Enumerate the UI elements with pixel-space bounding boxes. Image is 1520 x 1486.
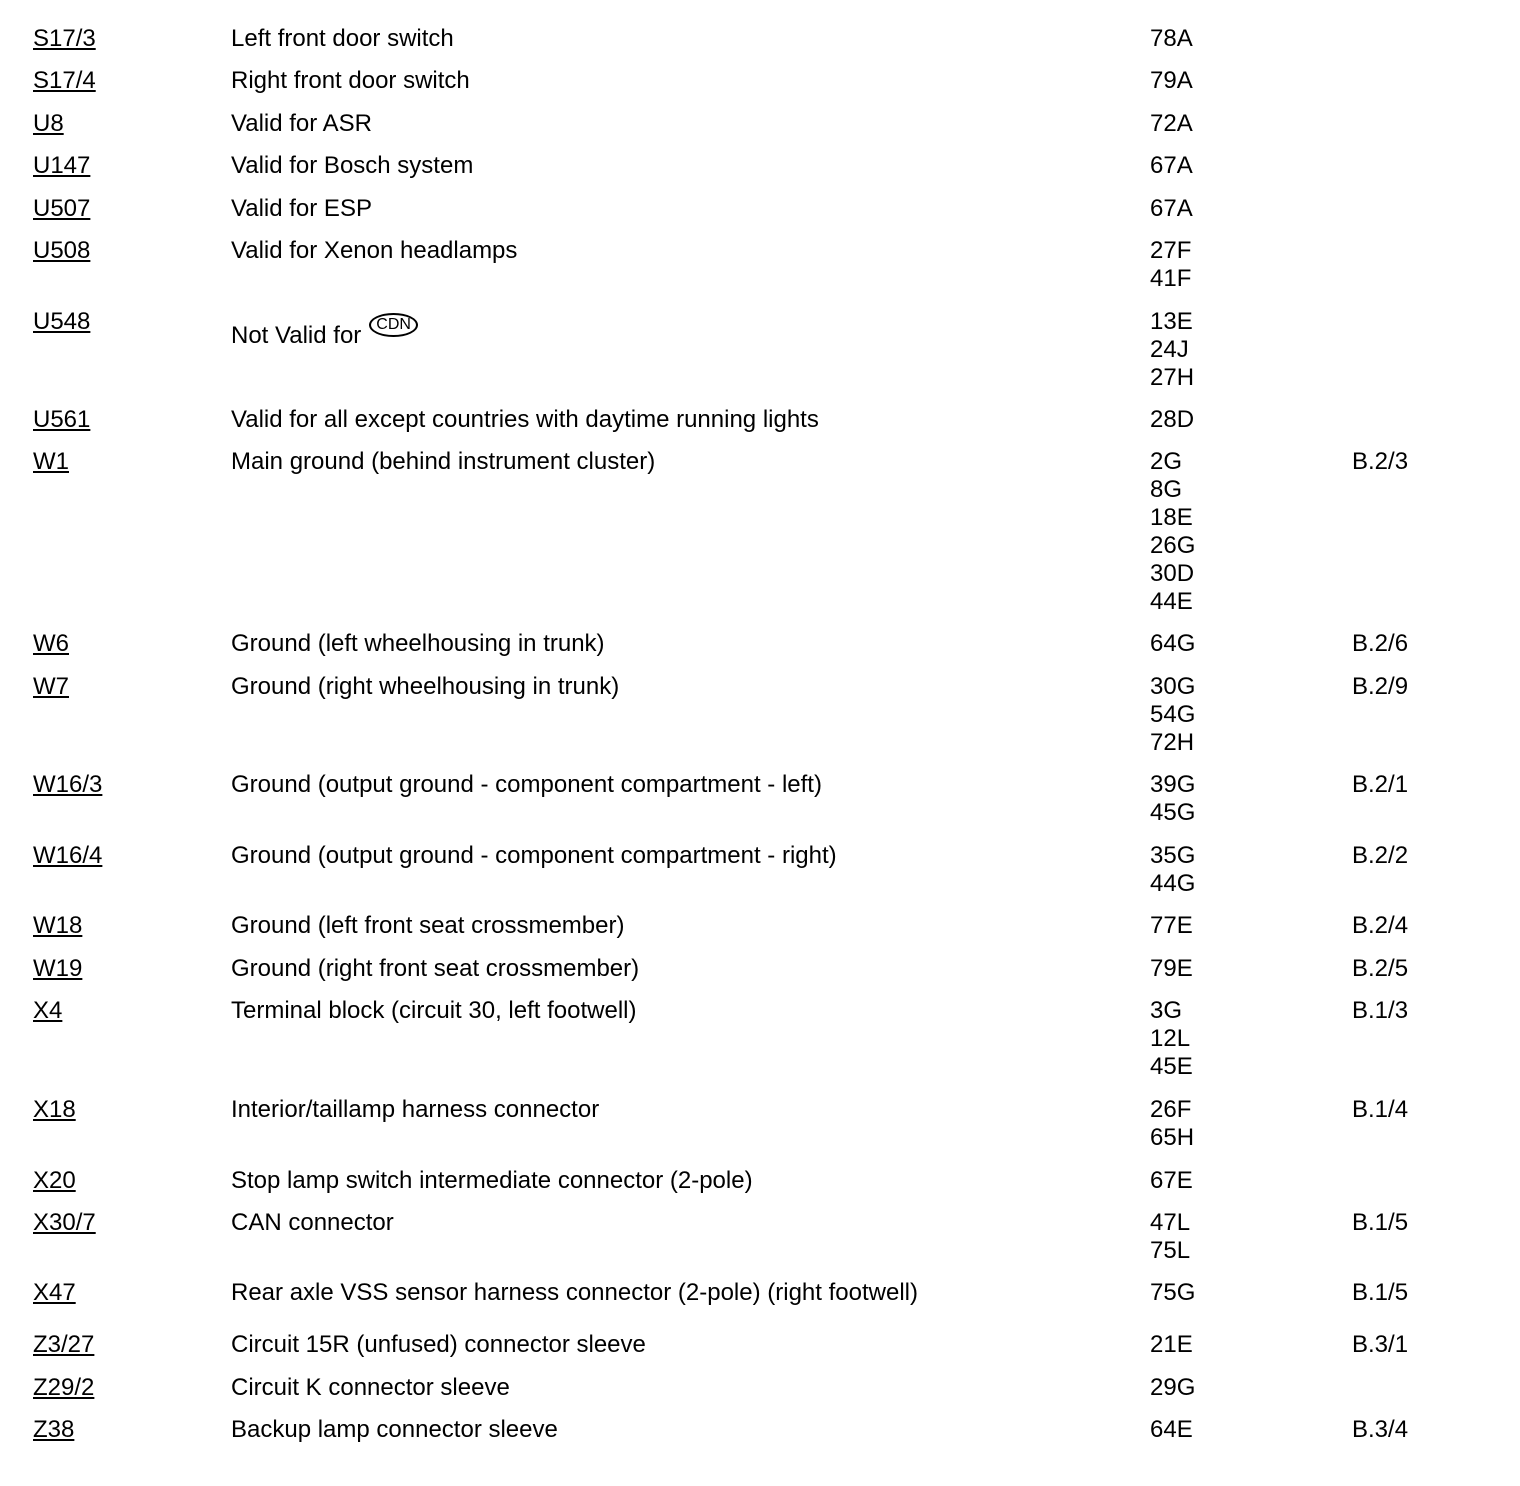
component-code-link[interactable]: X47	[33, 1279, 76, 1306]
component-code-link[interactable]: U548	[33, 308, 91, 335]
component-description	[231, 110, 372, 138]
description-text: Circuit K connector sleeve	[231, 1374, 510, 1401]
grid-location: 64E	[1150, 1416, 1193, 1443]
grid-location-list	[1150, 997, 1193, 1081]
grid-location: 67E	[1150, 1167, 1193, 1194]
grid-location: 45E	[1150, 1053, 1193, 1080]
description-text: Ground (left front seat crossmember)	[231, 912, 625, 939]
component-code-link[interactable]: W6	[33, 630, 69, 657]
grid-location: 30D	[1150, 560, 1195, 587]
grid-location: 26G	[1150, 532, 1196, 559]
location-reference: B.2/1	[1352, 771, 1409, 798]
description-text: Right front door switch	[231, 67, 470, 94]
grid-location: 78A	[1150, 25, 1193, 52]
component-description	[231, 315, 418, 350]
component-description	[231, 673, 619, 701]
description-text: Ground (right front seat crossmember)	[231, 955, 640, 982]
description-text: Ground (output ground - component compartment - right)	[231, 842, 837, 869]
grid-location: 2G	[1150, 448, 1183, 475]
component-description	[231, 406, 819, 434]
component-description	[231, 1331, 646, 1359]
component-description	[231, 448, 655, 476]
grid-location: 21E	[1150, 1331, 1193, 1358]
component-code-link[interactable]: U8	[33, 110, 64, 137]
component-code-link[interactable]: W1	[33, 448, 69, 475]
grid-location: 77E	[1150, 912, 1193, 939]
component-code-link[interactable]: Z3/27	[33, 1331, 95, 1358]
grid-location: 44E	[1150, 588, 1193, 615]
component-code-link[interactable]: U507	[33, 195, 91, 222]
grid-location-list	[1150, 195, 1193, 223]
grid-location: 27F	[1150, 237, 1192, 264]
component-code-link[interactable]: S17/4	[33, 67, 96, 94]
component-code-link[interactable]: X4	[33, 997, 63, 1024]
description-text: Ground (left wheelhousing in trunk)	[231, 630, 605, 657]
grid-location-list	[1150, 67, 1193, 95]
component-description	[231, 152, 473, 180]
grid-location-list	[1150, 308, 1194, 392]
description-text: Valid for all except countries with daytime running lights	[231, 406, 819, 433]
description-text: Terminal block (circuit 30, left footwell)	[231, 997, 637, 1024]
component-code-link[interactable]: W7	[33, 673, 69, 700]
component-description	[231, 1167, 753, 1195]
location-reference: B.2/5	[1352, 955, 1409, 982]
component-code-link[interactable]: U508	[33, 237, 91, 264]
grid-location-list	[1150, 1416, 1193, 1444]
location-reference: B.2/2	[1352, 842, 1409, 869]
component-description	[231, 1374, 510, 1402]
description-text: Valid for Xenon headlamps	[231, 237, 518, 264]
grid-location-list	[1150, 771, 1195, 827]
grid-location: 27H	[1150, 364, 1195, 391]
component-description	[231, 25, 454, 53]
grid-location: 47L	[1150, 1209, 1191, 1236]
location-reference: B.1/5	[1352, 1279, 1409, 1306]
component-description	[231, 1209, 394, 1237]
component-description	[231, 630, 605, 658]
location-reference: B.3/4	[1352, 1416, 1409, 1443]
grid-location: 13E	[1150, 308, 1193, 335]
description-text: Valid for ESP	[231, 195, 372, 222]
component-description	[231, 1416, 558, 1444]
grid-location-list	[1150, 1209, 1190, 1265]
grid-location-list	[1150, 110, 1193, 138]
description-text: Circuit 15R (unfused) connector sleeve	[231, 1331, 646, 1358]
component-code-link[interactable]: Z38	[33, 1416, 75, 1443]
grid-location-list	[1150, 1331, 1193, 1359]
component-code-link[interactable]: X30/7	[33, 1209, 96, 1236]
component-code-link[interactable]: W19	[33, 955, 83, 982]
component-code-link[interactable]: Z29/2	[33, 1374, 95, 1401]
grid-location: 65H	[1150, 1124, 1195, 1151]
component-description	[231, 1279, 918, 1307]
grid-location: 39G	[1150, 771, 1196, 798]
location-reference: B.2/6	[1352, 630, 1409, 657]
grid-location: 45G	[1150, 799, 1196, 826]
component-code-link[interactable]: U147	[33, 152, 91, 179]
description-text: Ground (right wheelhousing in trunk)	[231, 673, 620, 700]
grid-location: 12L	[1150, 1025, 1191, 1052]
description-text: Left front door switch	[231, 25, 454, 52]
grid-location-list	[1150, 152, 1193, 180]
grid-location: 41F	[1150, 265, 1192, 292]
grid-location-list	[1150, 1096, 1194, 1152]
grid-location: 64G	[1150, 630, 1196, 657]
component-code-link[interactable]: W16/3	[33, 771, 103, 798]
location-reference: B.2/4	[1352, 912, 1409, 939]
grid-location-list	[1150, 406, 1194, 434]
country-code-badge: CDN	[369, 313, 418, 337]
location-reference: B.2/9	[1352, 673, 1409, 700]
grid-location-list	[1150, 842, 1195, 898]
description-text: Main ground (behind instrument cluster)	[231, 448, 656, 475]
grid-location: 29G	[1150, 1374, 1196, 1401]
description-text: Backup lamp connector sleeve	[231, 1416, 558, 1443]
description-text: Valid for ASR	[231, 110, 372, 137]
grid-location-list	[1150, 1279, 1195, 1307]
grid-location-list	[1150, 1374, 1195, 1402]
location-reference: B.1/4	[1352, 1096, 1409, 1123]
grid-location: 79A	[1150, 67, 1193, 94]
grid-location: 3G	[1150, 997, 1183, 1024]
component-description	[231, 771, 822, 799]
component-description	[231, 1096, 599, 1124]
grid-location: 26F	[1150, 1096, 1192, 1123]
component-description	[231, 912, 624, 940]
grid-location: 67A	[1150, 195, 1193, 222]
location-reference: B.1/3	[1352, 997, 1409, 1024]
grid-location: 35G	[1150, 842, 1196, 869]
component-code-link[interactable]: W18	[33, 912, 83, 939]
grid-location-list	[1150, 673, 1195, 757]
grid-location: 30G	[1150, 673, 1196, 700]
component-description	[231, 195, 372, 223]
location-reference: B.3/1	[1352, 1331, 1409, 1358]
grid-location: 75L	[1150, 1237, 1191, 1264]
grid-location-list	[1150, 912, 1193, 940]
component-code-link[interactable]: U561	[33, 406, 91, 433]
grid-location: 54G	[1150, 701, 1196, 728]
grid-location: 67A	[1150, 152, 1193, 179]
component-description	[231, 997, 636, 1025]
component-description	[231, 67, 470, 95]
component-description	[231, 237, 517, 265]
component-code-link[interactable]: W16/4	[33, 842, 103, 869]
description-text: Not Valid for	[231, 322, 362, 349]
component-code-link[interactable]: X20	[33, 1167, 76, 1194]
description-text: Interior/taillamp harness connector	[231, 1096, 600, 1123]
grid-location-list	[1150, 955, 1193, 983]
component-description	[231, 842, 837, 870]
component-code-link[interactable]: S17/3	[33, 25, 96, 52]
description-text: CAN connector	[231, 1209, 394, 1236]
component-code-link[interactable]: X18	[33, 1096, 76, 1123]
grid-location-list	[1150, 448, 1195, 616]
description-text: Ground (output ground - component compartment - left)	[231, 771, 822, 798]
description-text: Valid for Bosch system	[231, 152, 474, 179]
grid-location-list	[1150, 1167, 1193, 1195]
component-description	[231, 955, 639, 983]
description-text: Stop lamp switch intermediate connector (2-pole)	[231, 1167, 753, 1194]
grid-location: 75G	[1150, 1279, 1196, 1306]
grid-location: 8G	[1150, 476, 1183, 503]
grid-location: 24J	[1150, 336, 1189, 363]
grid-location: 18E	[1150, 504, 1193, 531]
grid-location-list	[1150, 630, 1195, 658]
grid-location-list	[1150, 237, 1191, 293]
grid-location: 28D	[1150, 406, 1195, 433]
grid-location: 44G	[1150, 870, 1196, 897]
location-reference: B.1/5	[1352, 1209, 1409, 1236]
grid-location: 79E	[1150, 955, 1193, 982]
location-reference: B.2/3	[1352, 448, 1409, 475]
grid-location: 72A	[1150, 110, 1193, 137]
description-text: Rear axle VSS sensor harness connector (2-pole) (right footwell)	[231, 1279, 918, 1306]
grid-location: 72H	[1150, 729, 1195, 756]
grid-location-list	[1150, 25, 1193, 53]
